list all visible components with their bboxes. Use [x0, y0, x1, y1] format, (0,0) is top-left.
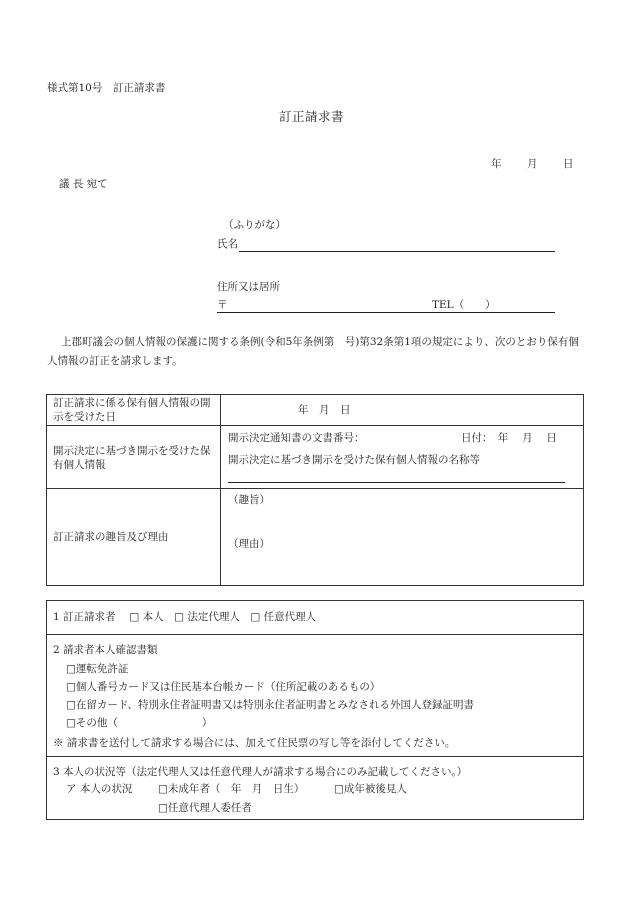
page-title: 訂正請求書 [279, 109, 345, 124]
status-option-adult-ward[interactable]: □成年被後見人 [334, 783, 407, 795]
status-option-minor[interactable]: □未成年者（ 年 月 日生） [158, 783, 305, 795]
info-name-label: 開示決定に基づき開示を受けた保有個人情報の名称等 [228, 454, 480, 466]
addressee: 議 長 宛て [59, 178, 108, 190]
date-day-label: 日 [563, 158, 574, 170]
name-field[interactable] [239, 251, 555, 252]
document-number-label: 開示決定通知書の文書番号： [228, 432, 365, 444]
requester-type-row[interactable]: 1 訂正請求者 □ 本人 □ 法定代理人 □ 任意代理人 [53, 611, 317, 623]
name-label: 氏名 [217, 238, 238, 250]
id-documents-heading: 2 請求者本人確認書類 [53, 644, 158, 656]
disclosure-date-label: 訂正請求に係る保有個人情報の開示を受けた日 [53, 397, 211, 423]
table1-divider [220, 394, 221, 586]
mailing-note: ※ 請求書を送付して請求する場合には、加えて住民票の写し等を添付してください。 [53, 737, 456, 749]
form-number: 様式第10号 訂正請求書 [47, 82, 166, 94]
principal-status-label: ア 本人の状況 [66, 783, 133, 795]
id-option-mynumber-card[interactable]: □個人番号カード又は住民基本台帳カード（住所記載のあるもの） [66, 681, 381, 693]
principal-status-heading: 3 本人の状況等（法定代理人又は任意代理人が請求する場合にのみ記載してください。） [53, 766, 468, 778]
date-year-label: 年 [491, 158, 502, 170]
disclosed-info-label: 開示決定に基づき開示を受けた保有個人情報 [53, 445, 211, 471]
table1-row-line-2 [46, 488, 584, 489]
purpose-reason-label: 訂正請求の趣旨及び理由 [53, 531, 169, 543]
status-option-proxy-principal[interactable]: □任意代理人委任者 [158, 802, 252, 814]
date-month-label: 月 [527, 158, 538, 170]
address-field[interactable] [217, 312, 555, 313]
postal-mark: 〒 [217, 299, 228, 311]
document-date-label: 日付： 年 月 日 [461, 432, 557, 444]
intro-paragraph: 上郡町議会の個人情報の保護に関する条例(令和5年条例第 号)第32条第1項の規定により、次のとおり保有個人情報の訂正を請求します。 [47, 336, 579, 367]
table2-row-line-2 [46, 756, 584, 757]
disclosure-date-value[interactable]: 年 月 日 [298, 404, 351, 416]
furigana-label: （ふりがな） [223, 219, 286, 231]
id-option-other[interactable]: □その他（ ） [66, 717, 213, 729]
info-name-field[interactable] [228, 482, 565, 483]
reason-label: （理由） [228, 538, 270, 550]
purpose-label: （趣旨） [228, 494, 270, 506]
tel-label: TEL（ ） [432, 299, 496, 311]
id-option-drivers-license[interactable]: □運転免許証 [66, 663, 129, 675]
table1-row-line-1 [46, 425, 584, 426]
address-label: 住所又は居所 [217, 281, 280, 293]
table2-row-line-1 [46, 634, 584, 635]
id-option-residence-card[interactable]: □在留カード、特別永住者証明書又は特別永住者証明書とみなされる外国人登録証明書 [66, 699, 474, 711]
